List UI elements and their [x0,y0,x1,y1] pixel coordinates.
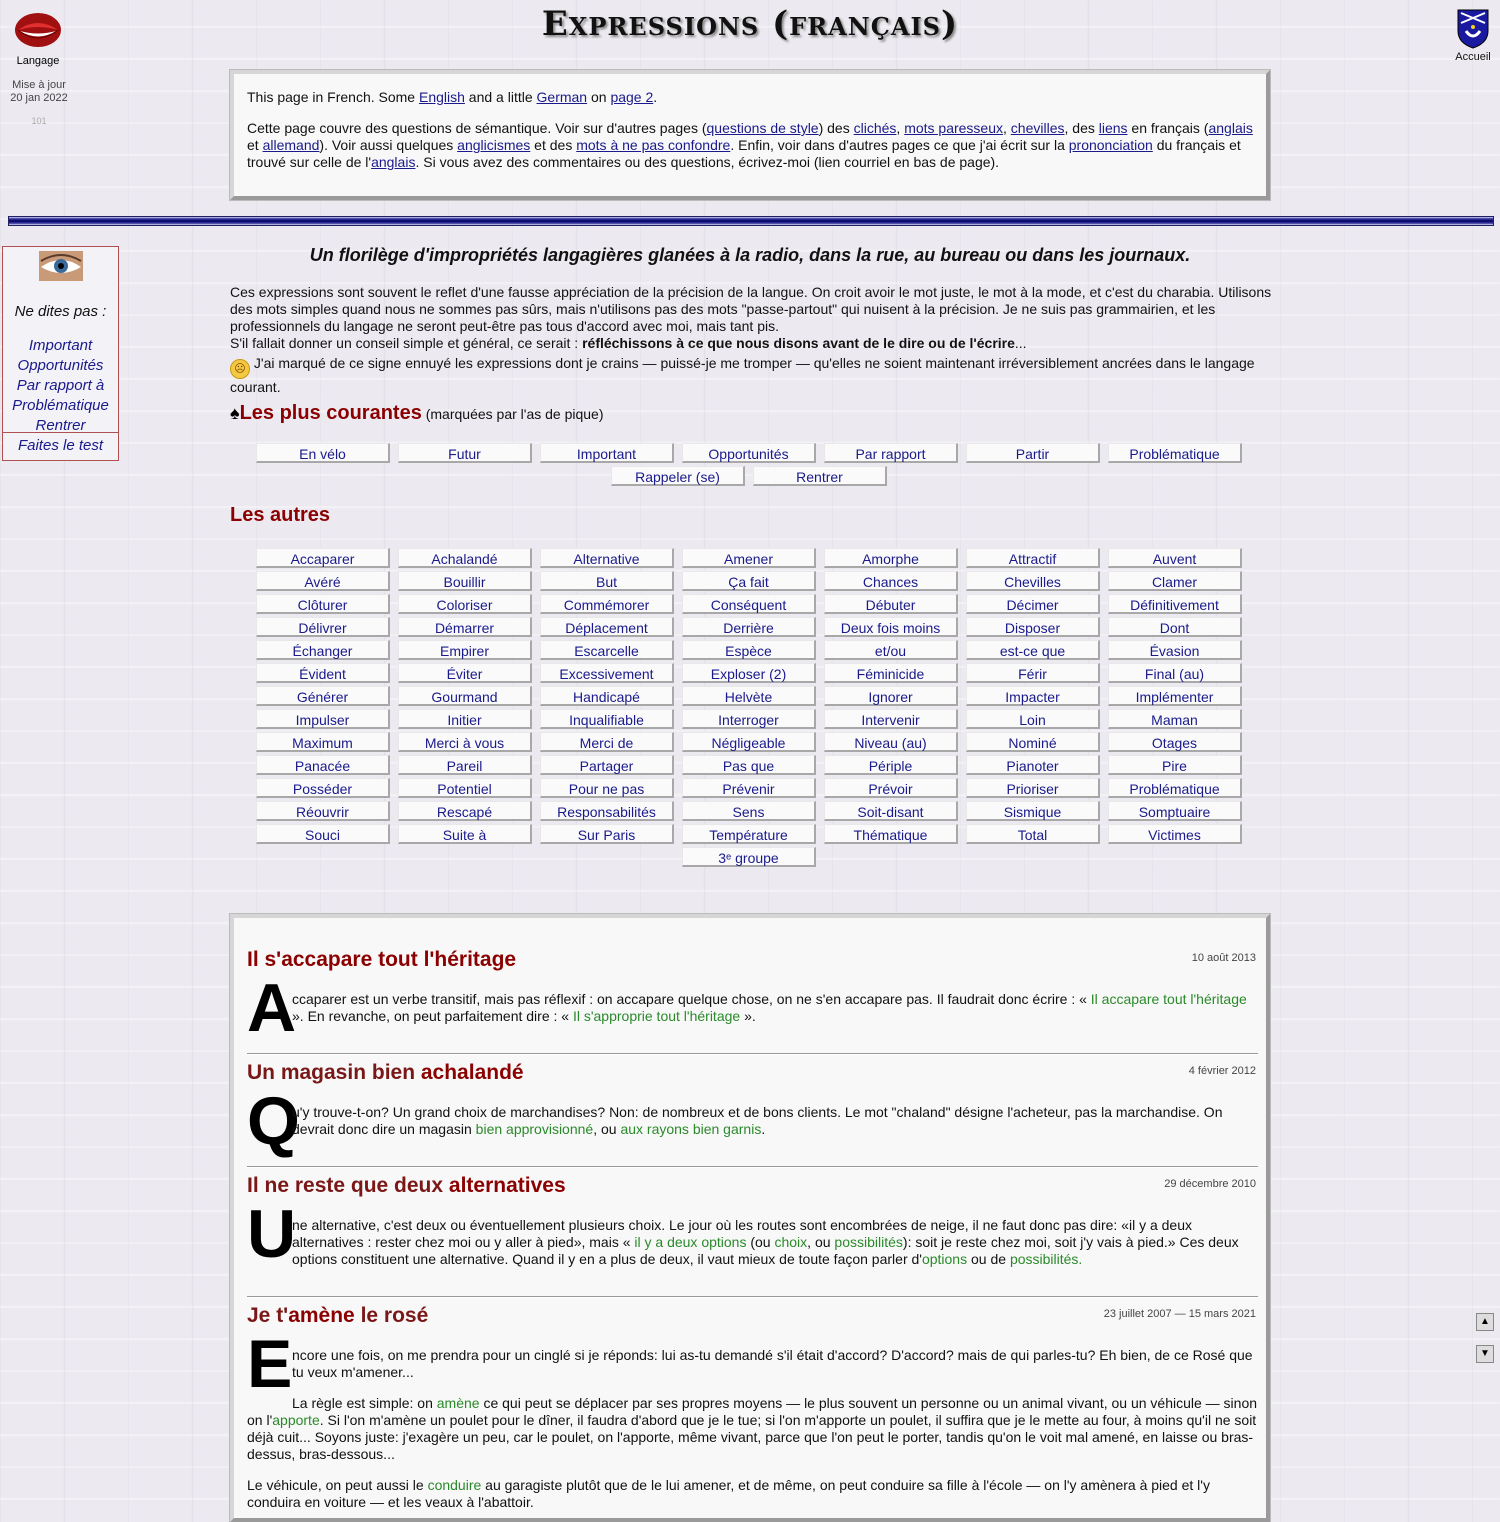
text: Il ne reste que deux [247,1174,449,1197]
other-button-responsabilites[interactable]: Responsabilités [540,801,674,821]
other-button-prevenir[interactable]: Prévenir [682,778,816,798]
other-button-impulser[interactable]: Impulser [256,709,390,729]
other-button-victimes[interactable]: Victimes [1108,824,1242,844]
nav-item-par-rapport[interactable]: Par rapport à [16,377,105,394]
text: Je t' [247,1304,289,1327]
text: Un magasin bien [247,1061,421,1084]
sad-smiley-icon: ☹ [230,359,250,379]
other-button-auvent[interactable]: Auvent [1108,548,1242,568]
text: Cette page couvre des questions de sémantique. Voir sur d'autres pages ( [247,120,707,136]
german-link[interactable]: German [536,89,588,105]
other-button-nomine[interactable]: Nominé [966,732,1100,752]
other-button-espece[interactable]: Espèce [682,640,816,660]
update-label: Mise à jour [12,79,66,91]
common-button-rentrer[interactable]: Rentrer [753,466,887,486]
text: amène [288,1304,355,1327]
common-button-en-velo[interactable]: En vélo [256,443,390,463]
update-date: 20 jan 2022 [10,92,68,104]
article-divider [247,1166,1258,1168]
other-button-deux-fois-moins[interactable]: Deux fois moins [824,617,958,637]
other-button-amener[interactable]: Amener [682,548,816,568]
other-button-dont[interactable]: Dont [1108,617,1242,637]
text: il y a deux options [634,1234,747,1250]
text: ) des [818,120,854,136]
other-button-chances[interactable]: Chances [824,571,958,591]
text: ): soit je reste chez moi, soit j'y vais à pied.» Ces deux options constituent une alternative. Quand il y en a plus de deux, il vaut mieux de toute façon parler d' [292,1234,1239,1267]
text: . Enfin, voir dans d'autres pages ce que j'ai écrit sur la [730,137,1069,153]
other-button-ferir[interactable]: Férir [966,663,1100,683]
nav-item-opportunites[interactable]: Opportunités [17,357,104,374]
article-title-achalande [247,1061,524,1085]
article-title-alternatives [247,1174,566,1198]
other-button-inqualifiable[interactable]: Inqualifiable [540,709,674,729]
text: , ou [807,1234,835,1250]
text: ». [740,1008,756,1024]
other-button-definitivement[interactable]: Définitivement [1108,594,1242,614]
article-divider [247,1053,1258,1055]
other-button-negligeable[interactable]: Négligeable [682,732,816,752]
other-button-partager[interactable]: Partager [540,755,674,775]
text: le rosé [354,1304,429,1327]
other-button-disposer[interactable]: Disposer [966,617,1100,637]
other-button-bouillir[interactable]: Bouillir [398,571,532,591]
text: . Si l'on m'amène un poulet pour le dîner, il faudra d'abord que je le tue; si l'on m'apporte un poulet, il suffira que je le mette au four, à moins qu'il ne soit déjà cuit... Soyons juste: j'exagère un peu, car le poulet, on l'apporte, même vivant, parce que l'on peut le porter, tandis qu'on le voit mal amené, en laisse ou bras-dessus, bras-dessous... [247,1412,1257,1462]
text: Le véhicule, on peut aussi le [247,1477,428,1493]
other-button-avere[interactable]: Avéré [256,571,390,591]
text: Il accapare tout l'héritage [1090,991,1247,1007]
other-button-impacter[interactable]: Impacter [966,686,1100,706]
intro-text-p1: Ces expressions sont souvent le reflet d'une fausse appréciation de la précision de la langue. On croit avoir le mot juste, le mot à la mode, et c'est du charabia. Utilisons des mots simples quand nous ne sommes pas sûrs, mais n'utilisons pas des mots "passe-partout" qui nuisent à la précision. Je ne suis pas grammairien, et les professionnels du langage ne seront peut-être pas tous d'accord avec moi, mais tant pis. [230,284,1272,334]
spade-icon: ♠ [230,403,240,423]
text: La règle est simple: on [292,1395,437,1411]
common-button-problematique[interactable]: Problématique [1108,443,1242,463]
other-button-echanger[interactable]: Échanger [256,640,390,660]
nav-item-important[interactable]: Important [28,337,93,354]
other-button-potentiel[interactable]: Potentiel [398,778,532,798]
other-button-consequent[interactable]: Conséquent [682,594,816,614]
other-button-generer[interactable]: Générer [256,686,390,706]
text: amène [436,1395,480,1411]
article-date: 29 décembre 2010 [1164,1178,1256,1190]
other-button-sismique[interactable]: Sismique [966,801,1100,821]
other-button-merci-a-vous[interactable]: Merci à vous [398,732,532,752]
common-title: Les plus courantes [239,402,422,424]
other-button-handicape[interactable]: Handicapé [540,686,674,706]
other-button-pour-ne-pas[interactable]: Pour ne pas [540,778,674,798]
other-button-feminicide[interactable]: Féminicide [824,663,958,683]
other-button-maximum[interactable]: Maximum [256,732,390,752]
lazy-words-link[interactable]: mots paresseux [904,120,1004,136]
other-button-eviter[interactable]: Éviter [398,663,532,683]
text: ou de [967,1251,1010,1267]
other-button-pas-que[interactable]: Pas que [682,755,816,775]
other-button-thematique[interactable]: Thématique [824,824,958,844]
text: alternatives [448,1174,566,1197]
text: bien approvisionné [475,1121,594,1137]
confusables-link[interactable]: mots à ne pas confondre [576,137,731,153]
other-button-amorphe[interactable]: Amorphe [824,548,958,568]
other-button-ignorer[interactable]: Ignorer [824,686,958,706]
drop-cap: U [247,1196,297,1272]
eye-icon [39,251,83,281]
text: au garagiste plutôt que de le lui amener, et de même, on peut conduire sa fille à l'école — on l'y amènera à pied et l'y conduira en voiture — et les veaux à l'abattoir. [247,1477,1210,1510]
other-button-implementer[interactable]: Implémenter [1108,686,1242,706]
other-button-3-groupe[interactable]: 3ᵉ groupe [682,847,816,867]
other-button-est-ce-que[interactable]: est-ce que [966,640,1100,660]
article-title-accaparer [247,948,516,972]
article-divider [247,1296,1258,1298]
text: du français et trouvé sur celle de l' [247,137,1241,170]
text: possibilités [834,1234,903,1250]
other-button-pianoter[interactable]: Pianoter [966,755,1100,775]
article-date: 23 juillet 2007 — 15 mars 2021 [1103,1308,1256,1320]
other-button-sens[interactable]: Sens [682,801,816,821]
article-text [292,991,1258,1025]
intro-text-p2 [230,335,1272,352]
other-button-niveau-au[interactable]: Niveau (au) [824,732,958,752]
article-title-amener [247,1304,428,1328]
text: ». En revanche, on peut parfaitement dire : « [292,1008,573,1024]
other-button-derriere[interactable]: Derrière [682,617,816,637]
other-button-periple[interactable]: Périple [824,755,958,775]
other-button-clamer[interactable]: Clamer [1108,571,1242,591]
text: , des [1064,120,1099,136]
drop-cap: Q [247,1083,300,1159]
other-button-but[interactable]: But [540,571,674,591]
other-button-otages[interactable]: Otages [1108,732,1242,752]
home-shield-icon[interactable] [1457,9,1489,49]
common-button-rappeler-se[interactable]: Rappeler (se) [611,466,745,486]
common-subtitle: (marquées par l'as de pique) [421,406,604,422]
other-button-pareil[interactable]: Pareil [398,755,532,775]
text: tout l'héritage [372,948,517,971]
text: , [896,120,905,136]
others-heading: Les autres [230,504,331,526]
common-button-important[interactable]: Important [540,443,674,463]
scroll-up-button[interactable]: ▲ [1476,1313,1494,1331]
nav-test-link[interactable]: Faites le test [3,432,118,454]
text: This page in French. Some [247,89,419,105]
text: ce qui peut se déplacer par ses propres moyens — le plus souvent un personne ou un animal vivant, ou un véhicule — sinon on l' [247,1395,1258,1428]
other-button-et-ou[interactable]: et/ou [824,640,958,660]
nav-box [2,246,119,461]
other-button-gourmand[interactable]: Gourmand [398,686,532,706]
intro-paragraph-2 [247,120,1257,171]
text: on [587,89,611,105]
visit-counter: 101 [31,116,47,126]
style-link[interactable]: questions de style [706,120,819,136]
pronunciation-link[interactable]: prononciation [1068,137,1153,153]
other-button-evident[interactable]: Évident [256,663,390,683]
other-button-deplacement[interactable]: Déplacement [540,617,674,637]
cliches-link[interactable]: clichés [853,120,897,136]
other-button-alternative[interactable]: Alternative [540,548,674,568]
text: options [921,1251,968,1267]
text: aux rayons bien garnis [620,1121,762,1137]
other-button-attractif[interactable]: Attractif [966,548,1100,568]
other-button-ca-fait[interactable]: Ça fait [682,571,816,591]
common-button-par-rapport[interactable]: Par rapport [824,443,958,463]
article-text: ncore une fois, on me prendra pour un cinglé si je réponds: lui as-tu demandé s'il était d'accord? D'accord? mais de qui parles-tu? Eh bien, de ce Rosé que tu veux m'amener... [292,1347,1253,1380]
article-text [292,1104,1258,1138]
text: accapare [281,948,373,971]
common-button-opportunites[interactable]: Opportunités [682,443,816,463]
anglicisms-link[interactable]: anglicismes [457,137,531,153]
other-button-exploser-2[interactable]: Exploser (2) [682,663,816,683]
intro-box [230,70,1270,200]
other-button-suite-a[interactable]: Suite à [398,824,532,844]
nav-heading: Ne dites pas : [14,303,107,320]
other-button-maman[interactable]: Maman [1108,709,1242,729]
other-button-panacee[interactable]: Panacée [256,755,390,775]
text: . Si vous avez des commentaires ou des questions, écrivez-moi (lien courriel en bas de page). [415,154,1000,170]
other-button-loin[interactable]: Loin [966,709,1100,729]
text: possibilités. [1009,1251,1083,1267]
home-label[interactable]: Accueil [1455,51,1491,63]
page2-link[interactable]: page 2 [610,89,654,105]
text: . [653,89,658,105]
other-button-prioriser[interactable]: Prioriser [966,778,1100,798]
text: choix [774,1234,808,1250]
text: and a little [464,89,537,105]
other-button-total[interactable]: Total [966,824,1100,844]
text: ). Voir aussi quelques [319,137,458,153]
other-button-evasion[interactable]: Évasion [1108,640,1242,660]
text: ne alternative, c'est deux ou éventuellement plusieurs choix. Le jour où les routes sont encombrées de neige, il ne faut donc pas dire: «il y a deux alternatives : rester chez moi ou y aller à pied», mais « [292,1217,1192,1250]
other-button-prevoir[interactable]: Prévoir [824,778,958,798]
other-button-empirer[interactable]: Empirer [398,640,532,660]
other-button-delivrer[interactable]: Délivrer [256,617,390,637]
other-button-somptuaire[interactable]: Somptuaire [1108,801,1242,821]
drop-cap: E [247,1326,293,1402]
text: et des [530,137,577,153]
text: achalandé [420,1061,524,1084]
other-button-problematique[interactable]: Problématique [1108,778,1242,798]
article-date: 10 août 2013 [1191,952,1256,964]
other-button-helvete[interactable]: Helvète [682,686,816,706]
nav-item-problematique[interactable]: Problématique [12,397,109,414]
other-button-final-au[interactable]: Final (au) [1108,663,1242,683]
text: Il s'approprie tout l'héritage [572,1008,741,1024]
other-button-initier[interactable]: Initier [398,709,532,729]
text: . [761,1121,766,1137]
other-button-demarrer[interactable]: Démarrer [398,617,532,637]
other-button-rescape[interactable]: Rescapé [398,801,532,821]
other-button-decimer[interactable]: Décimer [966,594,1100,614]
other-button-souci[interactable]: Souci [256,824,390,844]
scroll-down-button[interactable]: ▼ [1476,1345,1494,1363]
common-heading [230,402,604,425]
subtitle: Un florilège d'impropriétés langagières glanées à la radio, dans la rue, au bureau ou dans les journaux. [309,245,1191,265]
other-button-reouvrir[interactable]: Réouvrir [256,801,390,821]
article-text [292,1217,1258,1268]
other-button-coloriser[interactable]: Coloriser [398,594,532,614]
intro-text [230,284,1272,396]
page-title: Expressions (français) [541,4,959,44]
common-button-partir[interactable]: Partir [966,443,1100,463]
article-text-p3 [247,1477,1258,1511]
links-link[interactable]: liens [1098,120,1128,136]
article-date: 4 février 2012 [1188,1065,1256,1077]
text: apporte [272,1412,320,1428]
other-button-merci-de[interactable]: Merci de [540,732,674,752]
text: (ou [746,1234,775,1250]
drop-cap: A [247,970,297,1046]
advice: réfléchissons à ce que nous disons avant de le dire ou de l'écrire [582,335,1015,351]
article-text-p2 [247,1395,1258,1463]
other-button-posseder[interactable]: Posséder [256,778,390,798]
text: et [247,137,263,153]
text: ccaparer est un verbe transitif, mais pas réflexif : on accapare quelque chose, on ne s'en accapare pas. Il faudrait donc écrire : « [292,991,1091,1007]
other-button-sur-paris[interactable]: Sur Paris [540,824,674,844]
text: u'y trouve-t-on? Un grand choix de marchandises? Non: de nombreux et de bons clients. Le mot "chaland" désigne l'acheteur, pas la marchandise. On devrait donc dire un magasin [292,1104,1223,1137]
other-button-achalande[interactable]: Achalandé [398,548,532,568]
text: Il s' [247,948,282,971]
text: J'ai marqué de ce signe ennuyé les expressions dont je crains — puissé-je me tromper — qu'elles ne soient maintenant irréversiblement ancrées dans le langage courant. [230,355,1255,395]
intro-paragraph-1 [247,89,1257,106]
other-button-interroger[interactable]: Interroger [682,709,816,729]
other-button-pire[interactable]: Pire [1108,755,1242,775]
other-button-debuter[interactable]: Débuter [824,594,958,614]
other-button-intervenir[interactable]: Intervenir [824,709,958,729]
text: ... [1014,335,1027,351]
other-button-chevilles[interactable]: Chevilles [966,571,1100,591]
other-button-soit-disant[interactable]: Soit-disant [824,801,958,821]
other-button-escarcelle[interactable]: Escarcelle [540,640,674,660]
text: en français ( [1127,120,1209,136]
other-button-excessivement[interactable]: Excessivement [540,663,674,683]
text: , ou [593,1121,621,1137]
other-button-commemorer[interactable]: Commémorer [540,594,674,614]
common-button-futur[interactable]: Futur [398,443,532,463]
english-link[interactable]: English [418,89,465,105]
separator-rule [8,216,1494,226]
english-links-link[interactable]: anglais [1208,120,1253,136]
other-button-temperature[interactable]: Température [682,824,816,844]
chevilles-link[interactable]: chevilles [1010,120,1065,136]
nav-item-rentrer[interactable]: Rentrer [35,417,86,431]
text: , [1003,120,1011,136]
intro-text-p3 [230,355,1272,396]
text: S'il fallait donner un conseil simple et général, ce serait : [230,335,583,351]
update-info [0,79,78,105]
other-button-cloturer[interactable]: Clôturer [256,594,390,614]
english-pronunciation-link[interactable]: anglais [371,154,416,170]
text: conduire [427,1477,482,1493]
german-links-link[interactable]: allemand [262,137,320,153]
other-button-accaparer[interactable]: Accaparer [256,548,390,568]
articles-box [230,914,1270,1522]
language-label[interactable]: Langage [16,55,60,67]
